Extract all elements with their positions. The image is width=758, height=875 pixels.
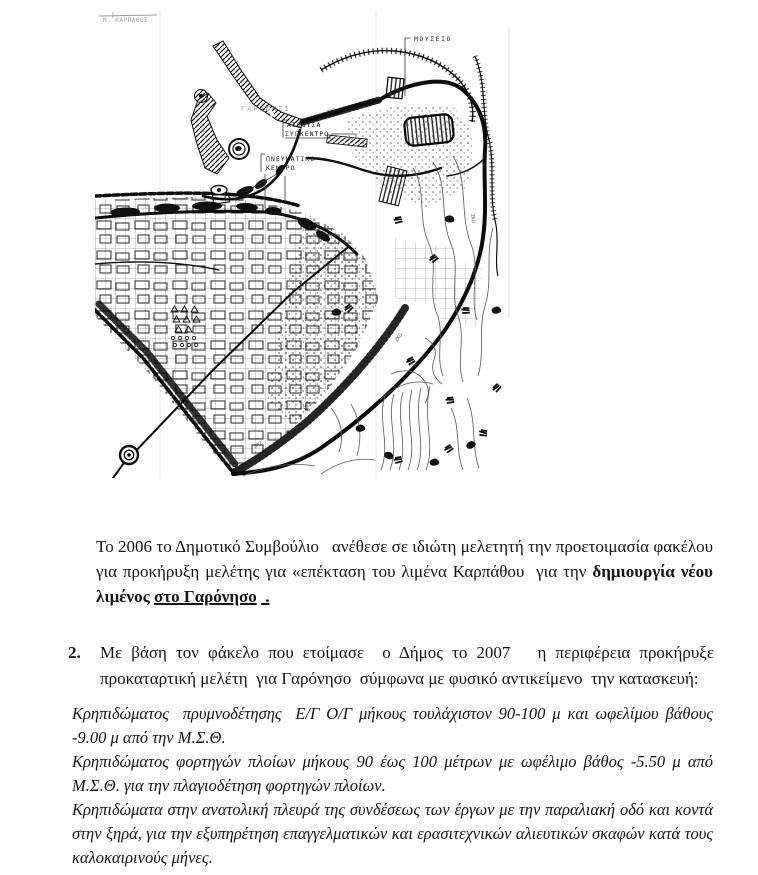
map-label-cultural-center-2: ΚΕΝΤΡΟ bbox=[266, 164, 296, 172]
zone-mark: ΖΚΟ bbox=[469, 213, 476, 224]
item-number: 2. bbox=[68, 643, 81, 662]
zone-mark: ΖΚΟ bbox=[326, 107, 337, 116]
intro-paragraph bbox=[96, 534, 718, 609]
zone-mark: ΟΧΖ bbox=[253, 440, 264, 450]
intro-underlined-period: . bbox=[261, 587, 270, 606]
zone-mark: ΟΧΖ bbox=[302, 401, 314, 412]
map-label-assembly-hall-1: ΑΙΘΟΥΣΑ bbox=[287, 121, 322, 129]
numbered-item-2 bbox=[68, 640, 719, 691]
intro-text: Το 2006 το Δημοτικό Συμβούλιο ανέθεσε σε ιδιώτη μελετητή την προετοιμασία φακέλου για προκήρυξη μελέτης για «επέκταση του λιμένα Καρπάθου για την bbox=[96, 537, 718, 581]
map-artwork bbox=[95, 10, 509, 478]
map-label-assembly-hall-2: ΣΥΓΚΕΝΤΡΩ bbox=[285, 130, 330, 138]
spec-item: Κρηπιδώματα στην ανατολική πλευρά της συνδέσεως των έργων με την παραλιακή οδό και κοντά στην ξηρά, για την εξυπηρέτηση επαγγελματικών και ερασιτεχνικών αλιευτικών σκαφών κατά τους καλοκαιρινούς μήνες. bbox=[72, 800, 718, 867]
spec-list bbox=[72, 702, 722, 870]
intro-underlined-phrase: στο Γαρόνησο bbox=[154, 587, 257, 606]
intro-bold-text: δημιουργία νέου λιμένος bbox=[96, 562, 718, 606]
map-corner-note: Ν. ΚΑΡΠΑΘΟΣ bbox=[103, 17, 149, 24]
map-label-museum: ΜΟΥΣΕΙΟ bbox=[414, 35, 452, 43]
harbor-map bbox=[95, 8, 515, 478]
item-text: Με βάση τον φάκελο που ετοίμασε ο Δήμος το 2007 η περιφέρεια προκήρυξε προκαταρτική μελέτη για Γαρόνησο σύμφωνα με φυσικό αντικείμενο την κατασκευή: bbox=[100, 643, 719, 688]
zone-mark: ΟΧΖ bbox=[189, 417, 201, 428]
harbor-map-figure bbox=[95, 8, 515, 478]
map-label-islet: ΓΑΡΟΝΗΣΙ bbox=[241, 105, 291, 113]
spec-item: Κρηπιδώματος πρυμνοδέτησης Ε/Γ Ο/Γ μήκους τουλάχιστον 90-100 μ και ωφελίμου βάθους -9.00 μ από την Μ.Σ.Θ. bbox=[72, 704, 722, 747]
map-label-cultural-center-1: ΠΝΕΥΜΑΤΙΚΟ bbox=[266, 155, 316, 163]
zone-mark: ΟΧΖ bbox=[151, 373, 163, 384]
spec-item: Κρηπιδώματος φορτηγών πλοίων μήκους 90 έως 100 μέτρων με ωφέλιμο βάθος -5.50 μ από Μ.Σ.Θ. για την πλαγιοδέτηση φορτηγών πλοίων. bbox=[72, 752, 718, 795]
zone-mark: ΖΚΟ bbox=[393, 332, 405, 344]
